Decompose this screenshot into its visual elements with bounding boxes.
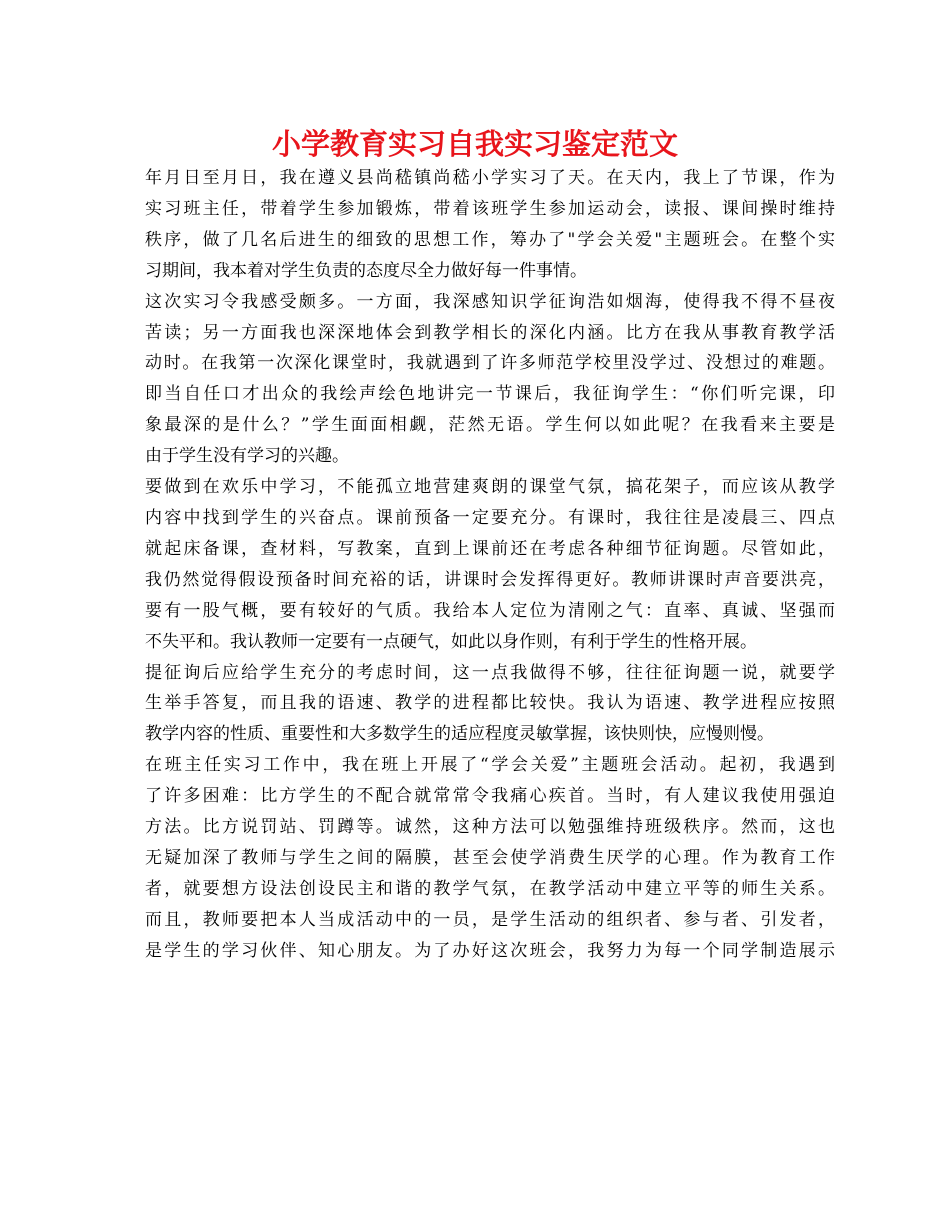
body-line: 秩序，做了几名后进生的细致的思想工作，筹办了"学会关爱"主题班会。在整个实: [145, 229, 835, 250]
body-line: 我仍然觉得假设预备时间充裕的话，讲课时会发挥得更好。教师讲课时声音要洪亮，: [145, 569, 835, 590]
body-line: 由于学生没有学习的兴趣。: [145, 446, 349, 467]
body-line: 了许多困难：比方学生的不配合就常常令我痛心疾首。当时，有人建议我使用强迫: [145, 786, 835, 807]
body-line: 是学生的学习伙伴、知心朋友。为了办好这次班会，我努力为每一个同学制造展示: [145, 940, 835, 961]
body-line: 而且，教师要把本人当成活动中的一员，是学生活动的组织者、参与者、引发者，: [145, 909, 835, 930]
body-line: 不失平和。我认教师一定要有一点硬气，如此以身作则，有利于学生的性格开展。: [145, 631, 757, 652]
body-line: 象最深的是什么？”学生面面相觑，茫然无语。学生何以如此呢？在我看来主要是: [145, 415, 835, 436]
body-line: 动时。在我第一次深化课堂时，我就遇到了许多师范学校里没学过、没想过的难题。: [145, 353, 835, 374]
body-line: 年月日至月日，我在遵义县尚嵇镇尚嵇小学实习了天。在天内，我上了节课，作为: [145, 168, 835, 188]
body-line: 方法。比方说罚站、罚蹲等。诚然，这种方法可以勉强维持班级秩序。然而，这也: [145, 817, 835, 838]
body-line: 就起床备课，查材料，写教案，直到上课前还在考虑各种细节征询题。尽管如此，: [145, 538, 835, 559]
body-line: 在班主任实习工作中，我在班上开展了“学会关爱”主题班会活动。起初，我遇到: [145, 755, 835, 776]
body-line: 习期间，我本着对学生负责的态度尽全力做好每一件事情。: [145, 260, 587, 281]
body-line: 这次实习令我感受颇多。一方面，我深感知识学征询浩如烟海，使得我不得不昼夜: [145, 291, 835, 312]
body-line: 教学内容的性质、重要性和大多数学生的适应程度灵敏掌握，该快则快，应慢则慢。: [145, 724, 774, 745]
body-line: 要做到在欢乐中学习，不能孤立地营建爽朗的课堂气氛，搞花架子，而应该从教学: [145, 477, 835, 498]
body-line: 要有一股气概，要有较好的气质。我给本人定位为清刚之气：直率、真诚、坚强而: [145, 600, 835, 621]
document-title: 小学教育实习自我实习鉴定范文: [271, 127, 678, 161]
body-line: 无疑加深了教师与学生之间的隔膜，甚至会使学消费生厌学的心理。作为教育工作: [145, 847, 835, 868]
body-line: 即当自任口才出众的我绘声绘色地讲完一节课后，我征询学生：“你们听完课，印: [145, 384, 835, 405]
body-line: 提征询后应给学生充分的考虑时间，这一点我做得不够，往往征询题一说，就要学: [145, 662, 835, 683]
document-body: [145, 163, 835, 967]
body-line: 内容中找到学生的兴奋点。课前预备一定要充分。有课时，我往往是凌晨三、四点: [145, 507, 835, 528]
body-line: 生举手答复，而且我的语速、教学的进程都比较快。我认为语速、教学进程应按照: [145, 693, 835, 714]
body-line: 者，就要想方设法创设民主和谐的教学气氛，在教学活动中建立平等的师生关系。: [145, 878, 835, 899]
body-line: 苦读；另一方面我也深深地体会到教学相长的深化内涵。比方在我从事教育教学活: [145, 322, 835, 343]
body-line: 实习班主任，带着学生参加锻炼，带着该班学生参加运动会，读报、课间操时维持: [145, 198, 835, 219]
